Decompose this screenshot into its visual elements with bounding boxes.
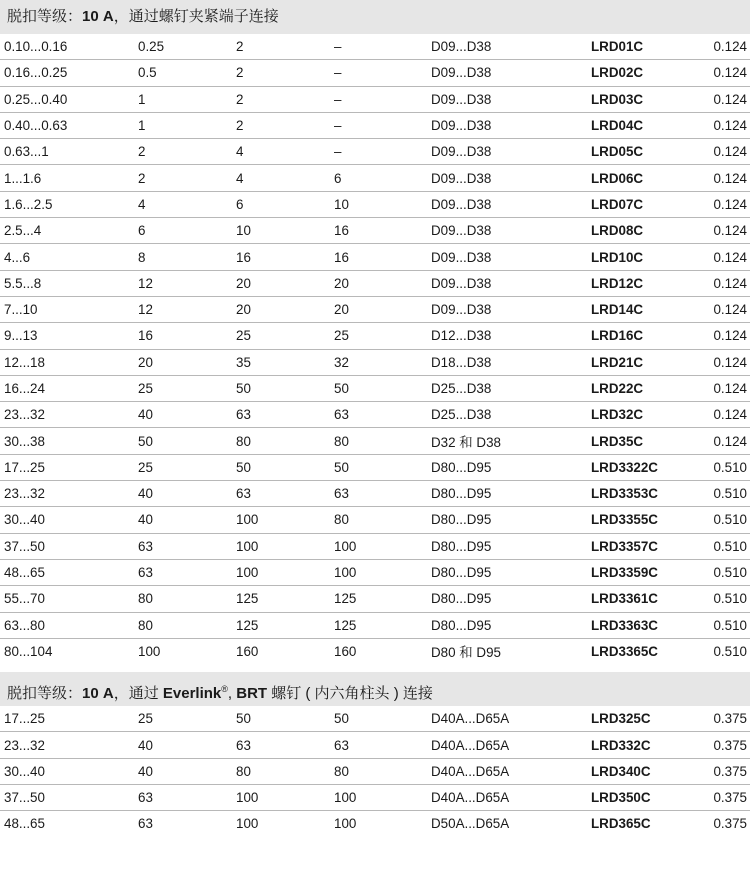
setting-range-cell: 30...40	[0, 758, 138, 784]
fuse-gg-cell: 35	[236, 349, 334, 375]
table-row	[0, 34, 750, 60]
setting-range-cell: 1.6...2.5	[0, 191, 138, 217]
reference-cell: LRD325C	[591, 706, 691, 732]
table-row	[0, 706, 750, 732]
header-rating: 10 A	[82, 685, 114, 703]
setting-range-cell: 48...65	[0, 559, 138, 585]
fuse-bs-cell: 63	[334, 732, 431, 758]
reference-cell: LRD02C	[591, 60, 691, 86]
reference-cell: LRD3363C	[591, 612, 691, 638]
fuse-bs-cell: 10	[334, 191, 431, 217]
section-header-everlink	[0, 672, 750, 706]
fuse-gg-cell: 100	[236, 507, 334, 533]
contactor-cell: D40A...D65A	[431, 758, 591, 784]
fuse-bs-cell: –	[334, 112, 431, 138]
fuse-am-cell: 25	[138, 706, 236, 732]
fuse-am-cell: 63	[138, 533, 236, 559]
setting-range-cell: 23...32	[0, 732, 138, 758]
contactor-cell: D40A...D65A	[431, 785, 591, 811]
setting-range-cell: 4...6	[0, 244, 138, 270]
table-row	[0, 375, 750, 401]
fuse-bs-cell: –	[334, 139, 431, 165]
reference-cell: LRD01C	[591, 34, 691, 60]
weight-cell: 0.124	[691, 270, 750, 296]
reference-cell: LRD12C	[591, 270, 691, 296]
contactor-cell: D09...D38	[431, 139, 591, 165]
setting-range-cell: 55...70	[0, 586, 138, 612]
weight-cell: 0.124	[691, 112, 750, 138]
reference-cell: LRD21C	[591, 349, 691, 375]
fuse-bs-cell: 125	[334, 586, 431, 612]
setting-range-cell: 0.10...0.16	[0, 34, 138, 60]
setting-range-cell: 30...40	[0, 507, 138, 533]
setting-range-cell: 37...50	[0, 785, 138, 811]
contactor-cell: D25...D38	[431, 402, 591, 428]
reference-cell: LRD3359C	[591, 559, 691, 585]
reference-cell: LRD14C	[591, 296, 691, 322]
reference-cell: LRD32C	[591, 402, 691, 428]
fuse-am-cell: 8	[138, 244, 236, 270]
table-row	[0, 139, 750, 165]
reference-cell: LRD3322C	[591, 454, 691, 480]
fuse-am-cell: 1	[138, 112, 236, 138]
fuse-am-cell: 40	[138, 402, 236, 428]
fuse-gg-cell: 160	[236, 643, 259, 659]
fuse-bs-cell: 32	[334, 349, 431, 375]
contactor-cell: D80...D95	[431, 612, 591, 638]
weight-cell: 0.124	[691, 428, 750, 454]
setting-range-cell: 23...32	[0, 481, 138, 507]
contactor-cell: D09...D38	[431, 191, 591, 217]
fuse-bs-cell: –	[334, 86, 431, 112]
header-prefix: 脱扣等级：	[7, 8, 83, 25]
fuse-am-cell: 2	[138, 139, 236, 165]
fuse-bs-cell: 160	[334, 643, 357, 659]
setting-range-cell: 0.16...0.25	[0, 60, 138, 86]
setting-range-cell: 9...13	[0, 323, 138, 349]
fuse-bs-cell: 20	[334, 270, 431, 296]
fuse-bs-cell: 50	[334, 375, 431, 401]
table-row	[0, 758, 750, 784]
relay-table-everlink	[0, 706, 750, 836]
weight-cell: 0.375	[691, 706, 750, 732]
fuse-am-cell: 12	[138, 270, 236, 296]
reference-cell: LRD10C	[591, 244, 691, 270]
fuse-am-cell: 40	[138, 481, 236, 507]
weight-cell: 0.375	[713, 816, 747, 832]
reference-cell: LRD365C	[591, 816, 651, 832]
fuse-bs-cell: 80	[334, 758, 431, 784]
fuse-am-cell: 4	[138, 191, 236, 217]
weight-cell: 0.124	[691, 139, 750, 165]
reference-cell: LRD35C	[591, 428, 691, 454]
setting-range-cell: 16...24	[0, 375, 138, 401]
contactor-cell: D80...D95	[431, 533, 591, 559]
table-row	[0, 86, 750, 112]
fuse-am-cell: 63	[138, 816, 153, 832]
setting-range-cell: 17...25	[0, 706, 138, 732]
contactor-cell: D09...D38	[431, 270, 591, 296]
reference-cell: LRD05C	[591, 139, 691, 165]
contactor-cell: D40A...D65A	[431, 706, 591, 732]
fuse-gg-cell: 100	[236, 816, 259, 832]
fuse-gg-cell: 63	[236, 481, 334, 507]
weight-cell: 0.375	[691, 758, 750, 784]
reference-cell: LRD3365C	[591, 643, 658, 659]
contactor-cell: D80 和 D95	[431, 644, 501, 660]
fuse-gg-cell: 100	[236, 785, 334, 811]
table-row	[0, 559, 750, 585]
fuse-bs-cell: 100	[334, 533, 431, 559]
weight-cell: 0.375	[691, 785, 750, 811]
fuse-am-cell: 50	[138, 428, 236, 454]
weight-cell: 0.510	[691, 533, 750, 559]
fuse-bs-cell: 16	[334, 218, 431, 244]
fuse-am-cell: 1	[138, 86, 236, 112]
setting-range-cell: 37...50	[0, 533, 138, 559]
fuse-am-cell: 25	[138, 375, 236, 401]
setting-range-cell: 5.5...8	[0, 270, 138, 296]
weight-cell: 0.510	[691, 481, 750, 507]
reference-cell: LRD08C	[591, 218, 691, 244]
weight-cell: 0.510	[713, 643, 747, 659]
weight-cell: 0.510	[691, 586, 750, 612]
fuse-gg-cell: 125	[236, 586, 334, 612]
setting-range-cell: 0.40...0.63	[0, 112, 138, 138]
weight-cell: 0.510	[691, 612, 750, 638]
fuse-gg-cell: 100	[236, 533, 334, 559]
table-row	[0, 638, 750, 664]
fuse-am-cell: 63	[138, 785, 236, 811]
table-row	[0, 218, 750, 244]
fuse-gg-cell: 20	[236, 270, 334, 296]
table-row	[0, 454, 750, 480]
fuse-am-cell: 0.25	[138, 34, 236, 60]
fuse-am-cell: 40	[138, 758, 236, 784]
fuse-bs-cell: 6	[334, 165, 431, 191]
fuse-gg-cell: 2	[236, 34, 334, 60]
header-suffix: ，通过螺钉夹紧端子连接	[113, 8, 279, 25]
table-row	[0, 296, 750, 322]
fuse-gg-cell: 10	[236, 218, 334, 244]
contactor-cell: D09...D38	[431, 112, 591, 138]
table-row	[0, 507, 750, 533]
fuse-gg-cell: 25	[236, 323, 334, 349]
fuse-gg-cell: 50	[236, 706, 334, 732]
fuse-bs-cell: 100	[334, 559, 431, 585]
fuse-am-cell: 16	[138, 323, 236, 349]
weight-cell: 0.124	[691, 296, 750, 322]
fuse-am-cell: 20	[138, 349, 236, 375]
weight-cell: 0.124	[691, 218, 750, 244]
reference-cell: LRD3357C	[591, 533, 691, 559]
header-brt: BRT	[236, 685, 268, 703]
weight-cell: 0.124	[691, 375, 750, 401]
fuse-gg-cell: 50	[236, 375, 334, 401]
fuse-am-cell: 6	[138, 218, 236, 244]
table-row	[0, 60, 750, 86]
table-row	[0, 612, 750, 638]
table-row	[0, 533, 750, 559]
weight-cell: 0.124	[691, 349, 750, 375]
fuse-bs-cell: 100	[334, 785, 431, 811]
fuse-bs-cell: 50	[334, 706, 431, 732]
weight-cell: 0.124	[691, 34, 750, 60]
fuse-bs-cell: 63	[334, 481, 431, 507]
reference-cell: LRD06C	[591, 165, 691, 191]
table-row	[0, 244, 750, 270]
reference-cell: LRD340C	[591, 758, 691, 784]
setting-range-cell: 17...25	[0, 454, 138, 480]
contactor-cell: D80...D95	[431, 586, 591, 612]
fuse-gg-cell: 4	[236, 165, 334, 191]
reference-cell: LRD3353C	[591, 481, 691, 507]
reference-cell: LRD07C	[591, 191, 691, 217]
table-row	[0, 732, 750, 758]
contactor-cell: D09...D38	[431, 244, 591, 270]
fuse-bs-cell: 25	[334, 323, 431, 349]
table-row	[0, 785, 750, 811]
fuse-bs-cell: 80	[334, 428, 431, 454]
reference-cell: LRD03C	[591, 86, 691, 112]
setting-range-cell: 63...80	[0, 612, 138, 638]
reference-cell: LRD16C	[591, 323, 691, 349]
fuse-am-cell: 12	[138, 296, 236, 322]
fuse-am-cell: 0.5	[138, 60, 236, 86]
table-row	[0, 165, 750, 191]
fuse-bs-cell: 125	[334, 612, 431, 638]
fuse-am-cell: 40	[138, 732, 236, 758]
setting-range-cell: 7...10	[0, 296, 138, 322]
fuse-bs-cell: 63	[334, 402, 431, 428]
contactor-cell: D12...D38	[431, 323, 591, 349]
fuse-gg-cell: 80	[236, 428, 334, 454]
fuse-am-cell: 100	[138, 643, 161, 659]
reference-cell: LRD332C	[591, 732, 691, 758]
table-row	[0, 428, 750, 454]
fuse-am-cell: 63	[138, 559, 236, 585]
table-row	[0, 402, 750, 428]
table-row	[0, 349, 750, 375]
fuse-am-cell: 2	[138, 165, 236, 191]
contactor-cell: D80...D95	[431, 454, 591, 480]
weight-cell: 0.124	[691, 165, 750, 191]
header-brand: Everlink	[162, 685, 222, 703]
table-row	[0, 191, 750, 217]
table-row	[0, 270, 750, 296]
header-prefix: 脱扣等级：	[7, 685, 83, 703]
reference-cell: LRD3355C	[591, 507, 691, 533]
table-row	[0, 112, 750, 138]
fuse-gg-cell: 6	[236, 191, 334, 217]
fuse-gg-cell: 50	[236, 454, 334, 480]
contactor-cell: D09...D38	[431, 296, 591, 322]
weight-cell: 0.124	[691, 244, 750, 270]
setting-range-cell: 0.63...1	[0, 139, 138, 165]
header-suffix: ,	[227, 685, 237, 703]
weight-cell: 0.510	[691, 507, 750, 533]
header-suffix: ，通过	[113, 685, 163, 703]
contactor-cell: D09...D38	[431, 34, 591, 60]
fuse-am-cell: 80	[138, 586, 236, 612]
fuse-bs-cell: 80	[334, 507, 431, 533]
reference-cell: LRD3361C	[591, 586, 691, 612]
fuse-gg-cell: 63	[236, 402, 334, 428]
reference-cell: LRD350C	[591, 785, 691, 811]
table-row	[0, 586, 750, 612]
fuse-gg-cell: 4	[236, 139, 334, 165]
contactor-cell: D40A...D65A	[431, 732, 591, 758]
setting-range-cell: 30...38	[0, 428, 138, 454]
weight-cell: 0.375	[691, 732, 750, 758]
fuse-gg-cell: 80	[236, 758, 334, 784]
header-suffix: 螺钉 ( 内六角柱头 ) 连接	[267, 685, 433, 703]
registered-mark: ®	[221, 684, 228, 695]
table-row	[0, 323, 750, 349]
contactor-cell: D09...D38	[431, 165, 591, 191]
fuse-gg-cell: 2	[236, 86, 334, 112]
fuse-bs-cell: –	[334, 60, 431, 86]
contactor-cell: D50A...D65A	[431, 816, 510, 832]
fuse-gg-cell: 2	[236, 112, 334, 138]
contactor-cell: D32 和 D38	[431, 428, 591, 454]
setting-range-cell: 2.5...4	[0, 218, 138, 244]
weight-cell: 0.510	[691, 559, 750, 585]
contactor-cell: D09...D38	[431, 86, 591, 112]
contactor-cell: D80...D95	[431, 559, 591, 585]
fuse-bs-cell: 16	[334, 244, 431, 270]
fuse-bs-cell: 20	[334, 296, 431, 322]
contactor-cell: D80...D95	[431, 481, 591, 507]
fuse-am-cell: 80	[138, 612, 236, 638]
table-row	[0, 811, 750, 837]
setting-range-cell: 0.25...0.40	[0, 86, 138, 112]
weight-cell: 0.124	[691, 323, 750, 349]
weight-cell: 0.124	[691, 86, 750, 112]
setting-range-cell: 12...18	[0, 349, 138, 375]
setting-range-cell: 48...65	[4, 816, 45, 832]
contactor-cell: D09...D38	[431, 218, 591, 244]
weight-cell: 0.124	[691, 191, 750, 217]
reference-cell: LRD22C	[591, 375, 691, 401]
reference-cell: LRD04C	[591, 112, 691, 138]
contactor-cell: D25...D38	[431, 375, 591, 401]
header-rating: 10 A	[82, 8, 114, 25]
section-header-screw-clamp	[0, 0, 750, 34]
fuse-gg-cell: 100	[236, 559, 334, 585]
fuse-bs-cell: 50	[334, 454, 431, 480]
weight-cell: 0.510	[691, 454, 750, 480]
contactor-cell: D09...D38	[431, 60, 591, 86]
weight-cell: 0.124	[691, 402, 750, 428]
relay-table-screw-clamp	[0, 34, 750, 664]
fuse-am-cell: 40	[138, 507, 236, 533]
fuse-gg-cell: 20	[236, 296, 334, 322]
fuse-gg-cell: 16	[236, 244, 334, 270]
fuse-gg-cell: 2	[236, 60, 334, 86]
setting-range-cell: 1...1.6	[0, 165, 138, 191]
setting-range-cell: 23...32	[0, 402, 138, 428]
contactor-cell: D18...D38	[431, 349, 591, 375]
fuse-bs-cell: –	[334, 34, 431, 60]
setting-range-cell: 80...104	[4, 643, 53, 659]
contactor-cell: D80...D95	[431, 507, 591, 533]
weight-cell: 0.124	[691, 60, 750, 86]
fuse-gg-cell: 63	[236, 732, 334, 758]
fuse-gg-cell: 125	[236, 612, 334, 638]
fuse-bs-cell: 100	[334, 816, 357, 832]
fuse-am-cell: 25	[138, 454, 236, 480]
table-row	[0, 481, 750, 507]
